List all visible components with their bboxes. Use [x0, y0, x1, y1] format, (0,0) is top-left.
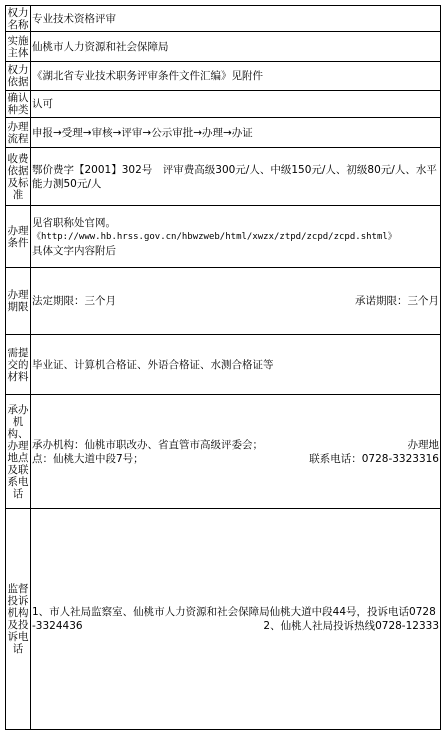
- value-process: 申报→受理→审核→评审→公示审批→办理→办证: [31, 118, 441, 148]
- agency-addr: 点：仙桃大道中段7号；: [32, 452, 144, 465]
- row-conditions: [6, 206, 441, 268]
- row-agency: [6, 395, 441, 509]
- row-supervision: [6, 509, 441, 730]
- label-fee: 收费依据及标准: [6, 148, 31, 206]
- label-agency: 承办机构、办理地点及联系电话: [6, 395, 31, 509]
- row-subject: [6, 32, 441, 62]
- supervision-text2: 2、仙桃人社局投诉热线0728-12333: [263, 620, 439, 632]
- supervision-text1: 1、市人社局监察室、仙桃市人力资源和社会保障局仙桃大道中段44号，投诉电话0728-3324436: [32, 606, 436, 632]
- value-fee: 鄂价费字【2001】302号 评审费高级300元/人、中级150元/人、初级80元/人、水平能力测50元/人: [31, 148, 441, 206]
- label-process: 办理流程: [6, 118, 31, 148]
- info-table: [5, 5, 441, 730]
- legal-deadline: 法定期限：三个月: [32, 295, 116, 307]
- value-agency: [31, 395, 441, 509]
- value-name: 专业技术资格评审: [31, 6, 441, 32]
- value-supervision: [31, 509, 441, 730]
- row-basis: [6, 62, 441, 91]
- label-supervision: 监督投诉机构及投诉电话: [6, 509, 31, 730]
- label-deadline: 办理期限: [6, 268, 31, 335]
- promised-deadline: 承诺期限：三个月: [355, 295, 439, 307]
- row-confirm: [6, 91, 441, 118]
- conditions-url: 《http://www.hb.hrss.gov.cn/hbwzweb/html/xwzx/ztpd/zcpd/zcpd.shtml》: [32, 231, 397, 242]
- value-materials: 毕业证、计算机合格证、外语合格证、水测合格证等: [31, 335, 441, 395]
- conditions-line3: 具体文字内容附后: [32, 244, 116, 257]
- value-confirm: 认可: [31, 91, 441, 118]
- row-deadline: [6, 268, 441, 335]
- row-fee: [6, 148, 441, 206]
- label-materials: 需提交的材料: [6, 335, 31, 395]
- row-materials: [6, 335, 441, 395]
- label-name: 权力名称: [7, 6, 29, 31]
- agency-text: 承办机构：仙桃市职改办、省直管市高级评委会；: [32, 438, 263, 451]
- value-deadline: [31, 268, 441, 335]
- value-conditions: [31, 206, 441, 268]
- value-basis: 《湖北省专业技术职务评审条件文件汇编》见附件: [31, 62, 441, 91]
- label-conditions: 办理条件: [6, 206, 31, 268]
- label-confirm: 确认种类: [7, 92, 29, 116]
- row-name: [6, 6, 441, 32]
- label-subject: 实施主体: [6, 32, 31, 62]
- agency-phone: 联系电话：0728-3323316: [309, 452, 439, 465]
- row-process: [6, 118, 441, 148]
- value-subject: 仙桃市人力资源和社会保障局: [31, 32, 441, 62]
- conditions-line1: 见省职称处官网。: [32, 216, 116, 229]
- label-basis: 权力依据: [6, 62, 31, 91]
- agency-addr-label: 办理地: [407, 438, 439, 451]
